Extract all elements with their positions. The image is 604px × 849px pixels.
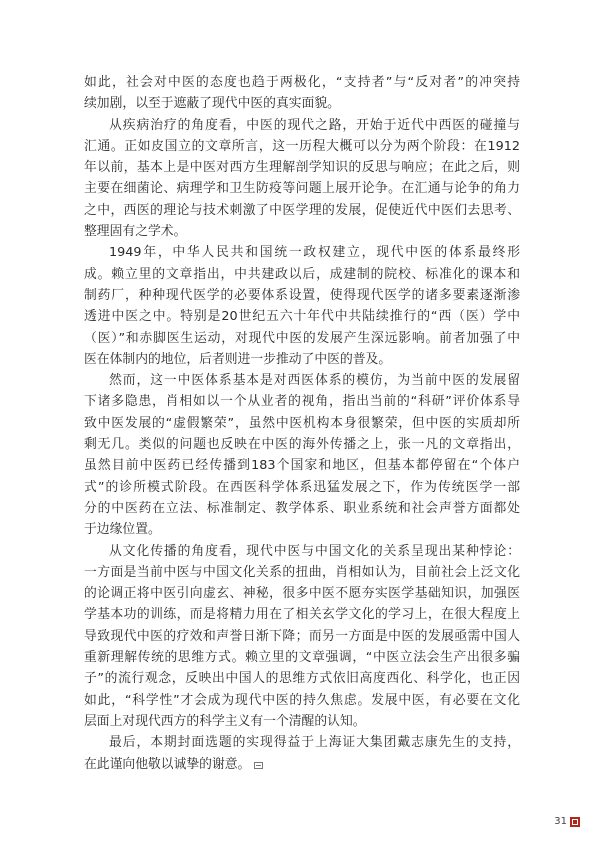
- article-line: 子”的流行观念，反映出中国人的思维方式依旧高度西化、科学化，也正因: [84, 671, 520, 687]
- article-line: 致中医发展的“虚假繁荣”，虽然中医机构本身很繁荣，但中医的实质却所: [84, 415, 520, 431]
- article-line: 主要在细菌论、病理学和卫生防疫等问题上展开论争。在汇通与论争的角力: [84, 181, 520, 197]
- end-of-article-icon: [254, 762, 263, 769]
- article-line: 分的中医药在立法、标准制定、教学体系、职业系统和社会声誉方面都处: [84, 500, 520, 516]
- article-line: 1949年，中华人民共和国统一政权建立，现代中医的体系最终形: [109, 245, 520, 261]
- article-line: 最后，本期封面选题的实现得益于上海证大集团戴志康先生的支持，: [109, 735, 520, 751]
- article-line: 一方面是当前中医与中国文化关系的扭曲，肖相如认为，目前社会上泛文化: [84, 564, 520, 580]
- article-line: 汇通。正如皮国立的文章所言，这一历程大概可以分为两个阶段：在1912: [84, 138, 520, 154]
- article-line: 然而，这一中医体系基本是对西医体系的模仿，为当前中医的发展留: [109, 373, 520, 389]
- article-line: 虽然目前中医药已经传播到183个国家和地区，但基本都停留在“个体户: [84, 458, 520, 474]
- article-line: 如此，社会对中医的态度也趋于两极化，“支持者”与“反对者”的冲突持: [84, 75, 520, 90]
- article-line: 重新理解传统的思维方式。赖立里的文章强调，“中医立法会生产出很多骗: [84, 650, 520, 666]
- page-footer: [554, 816, 580, 827]
- page-number: 31: [554, 816, 567, 827]
- article-line: 之中，西医的理论与技术刺激了中医学理的发展，促使近代中医们去思考、: [84, 202, 520, 218]
- article-line: （医）”和赤脚医生运动，对现代中医的发展产生深远影响。前者加强了中: [84, 330, 520, 346]
- article-body: [84, 72, 520, 775]
- article-line: 学基本功的训练，而是将精力用在了相关玄学文化的学习上，在很大程度上: [84, 607, 520, 623]
- article-line: 从疾病治疗的角度看，中医的现代之路，开始于近代中西医的碰撞与: [109, 117, 520, 133]
- article-line: 医在体制内的地位，后者则进一步推动了中医的普及。: [84, 351, 392, 367]
- article-line: 下诸多隐患，肖相如以一个从业者的视角，指出当前的“科研”评价体系导: [84, 394, 520, 410]
- article-line: 的论调正将中医引向虚玄、神秘，很多中医不愿夯实医学基础知识，加强医: [84, 586, 520, 602]
- article-line: 导致现代中医的疗效和声誉日渐下降；而另一方面是中医的发展亟需中国人: [84, 628, 520, 644]
- article-line: 续加剧，以至于遮蔽了现代中医的真实面貌。: [84, 96, 340, 112]
- article-line: 透进中医之中。特别是20世纪五六十年代中共陆续推行的“西（医）学中: [84, 309, 520, 325]
- article-line: 从文化传播的角度看，现代中医与中国文化的关系呈现出某种悖论：: [109, 543, 520, 559]
- article-line: 制药厂，种种现代医学的必要体系设置，使得现代医学的诸多要素逐渐渗: [84, 287, 520, 303]
- article-line: 整理固有之学术。: [84, 224, 187, 240]
- article-line: 于边缘位置。: [84, 522, 161, 538]
- article-line: 年以前，基本上是中医对西方生理解剖学知识的反思与响应；在此之后，则: [84, 160, 520, 176]
- article-line: 成。赖立里的文章指出，中共建政以后，成建制的院校、标准化的课本和: [84, 266, 520, 282]
- article-line: [84, 754, 520, 775]
- article-line: 层面上对现代西方的科学主义有一个清醒的认知。: [84, 713, 366, 729]
- magazine-logo-icon: [570, 817, 580, 827]
- article-line: 如此，“科学性”才会成为现代中医的持久焦虑。发展中医，有必要在文化: [84, 692, 520, 708]
- article-line-text: 在此谨向他敬以诚挚的谢意。: [84, 756, 251, 772]
- article-line: 剩无几。类似的问题也反映在中医的海外传播之上，张一凡的文章指出，: [84, 437, 520, 453]
- article-line: 式”的诊所模式阶段。在西医科学体系迅猛发展之下，作为传统医学一部: [84, 479, 520, 495]
